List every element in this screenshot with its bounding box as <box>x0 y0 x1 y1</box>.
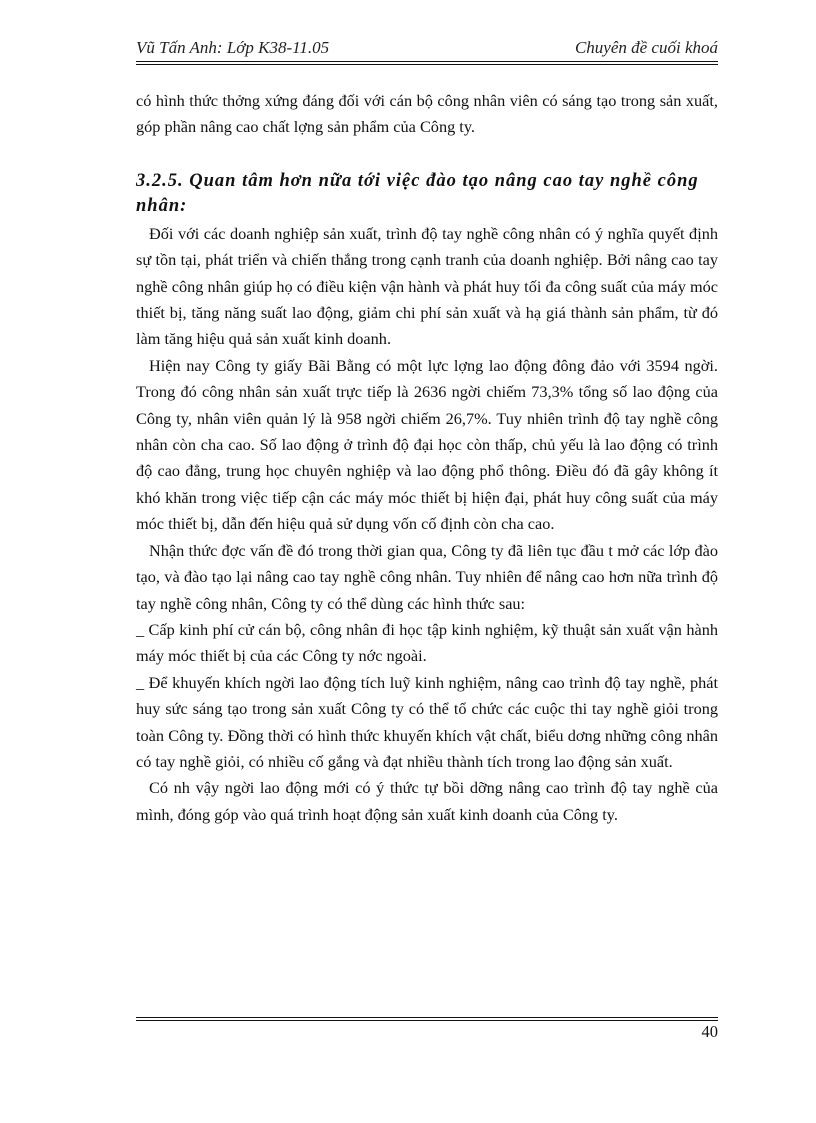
header-author-class: Vũ Tấn Anh: Lớp K38-11.05 <box>136 38 330 57</box>
paragraph-3: Nhận thức đợc vấn đề đó trong thời gian qua, Công ty đã liên tục đầu t mở các lớp đào tạo, và đào tạo lại nâng cao tay nghề công nhân. Tuy nhiên để nâng cao hơn nữa trình độ tay nghề công nhân, Công ty có thể dùng các hình thức sau: <box>136 540 718 613</box>
page-number: 40 <box>701 1022 718 1041</box>
page-header <box>136 36 718 62</box>
paragraph-2: Hiện nay Công ty giấy Bãi Bằng có một lực lợng lao động đông đảo với 3594 ngời. Trong đó công nhân sản xuất trực tiếp là 2636 ngời chiếm 73,3% tổng số lao động của Công ty, nhân viên quản lý là 958 ngời chiếm 26,7%. Tuy nhiên trình độ tay nghề công nhân còn cha cao. Số lao động ở trình độ đại học còn thấp, chủ yếu là lao động có trình độ cao đẳng, trung học chuyên nghiệp và lao động phổ thông. Điều đó đã gây không ít khó khăn trong việc tiếp cận các máy móc thiết bị hiện đại, phát huy công suất của máy móc thiết bị, dẫn đến hiệu quả sử dụng vốn cố định còn cha cao. <box>136 355 718 534</box>
header-document-title: Chuyên đề cuối khoá <box>574 38 718 57</box>
bullet-item-1: _ Cấp kinh phí cử cán bộ, công nhân đi học tập kinh nghiệm, kỹ thuật sản xuất vận hành máy móc thiết bị của các Công ty nớc ngoài. <box>136 619 718 666</box>
section-heading: 3.2.5. Quan tâm hơn nữa tới việc đào tạo nâng cao tay nghề công nhân: <box>136 170 699 216</box>
closing-paragraph: Có nh vậy ngời lao động mới có ý thức tự bồi dỡng nâng cao trình độ tay nghề của mình, đóng góp vào quá trình hoạt động sản xuất kinh doanh của Công ty. <box>136 778 718 824</box>
paragraph-1: Đối với các doanh nghiệp sản xuất, trình độ tay nghề công nhân có ý nghĩa quyết định sự tồn tại, phát triển và chiến thắng trong cạnh tranh của doanh nghiệp. Bởi nâng cao tay nghề công nhân giúp họ có điều kiện vận hành và phát huy tối đa công suất của máy móc thiết bị, tăng năng suất lao động, giảm chi phí sản xuất và hạ giá thành sản phẩm, từ đó làm tăng hiệu quả sản xuất kinh doanh. <box>136 223 718 349</box>
intro-paragraph: có hình thức thởng xứng đáng đối với cán bộ công nhân viên có sáng tạo trong sản xuất, góp phần nâng cao chất lợng sản phẩm của Công ty. <box>136 91 718 137</box>
document-body <box>136 88 718 828</box>
bullet-item-2: _ Để khuyến khích ngời lao động tích luỹ kinh nghiệm, nâng cao trình độ tay nghề, phát huy sức sáng tạo trong sản xuất Công ty có thể tổ chức các cuộc thi tay nghề giỏi trong toàn Công ty. Đồng thời có hình thức khuyến khích vật chất, biểu dơng những công nhân có tay nghề giỏi, có nhiều cố gắng và đạt nhiều thành tích trong lao động sản xuất. <box>136 672 718 771</box>
header-divider <box>136 61 718 65</box>
footer-divider <box>136 1017 718 1021</box>
